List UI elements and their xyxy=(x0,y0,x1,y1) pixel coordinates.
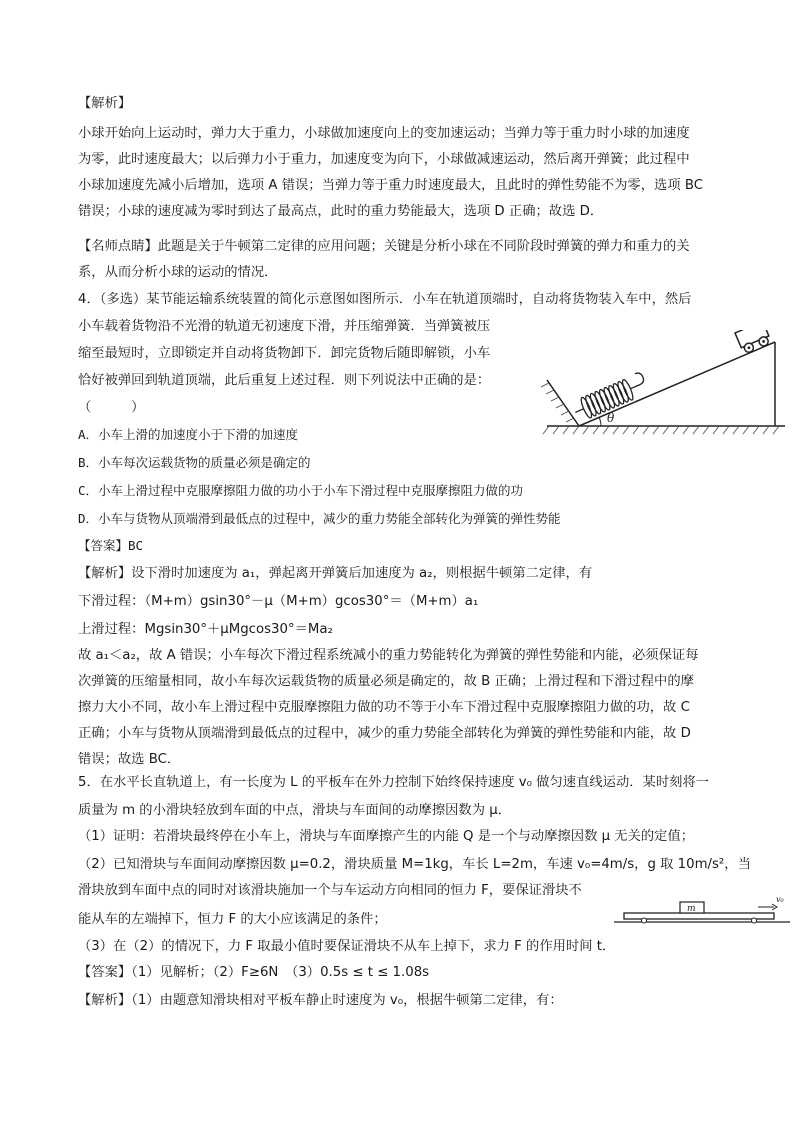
option-a: A．小车上滑的加速度小于下滑的加速度 xyxy=(78,427,299,442)
question-5-part-2: （2）已知滑块与车面间动摩擦因数 μ=0.2，滑块质量 M=1kg，车长 L=2m，车速 v₀=4m/s，g 取 10m/s²，当 xyxy=(78,857,751,872)
text-line: 滑块放到车面中点的同时对该滑块施加一个与车运动方向相同的恒力 F，要保证滑块不 xyxy=(78,883,582,898)
analysis-4: 【解析】设下滑时加速度为 a₁，弹起离开弹簧后加速度为 a₂，则根据牛顿第二定律，有 xyxy=(78,566,593,581)
text-line: 系，从而分析小球的运动的情况． xyxy=(78,265,278,280)
analysis-5: 【解析】（1）由题意知滑块相对平板车静止时速度为 v₀，根据牛顿第二定律，有： xyxy=(78,993,563,1008)
option-c: C．小车上滑过程中克服摩擦阻力做的功小于小车下滑过程中克服摩擦阻力做的功 xyxy=(78,483,524,498)
text-line: 错误；小球的速度减为零时到达了最高点，此时的重力势能最大，选项 D 正确；故选 D． xyxy=(78,204,604,219)
question-5-part-3: （3）在（2）的情况下，力 F 取最小值时要保证滑块不从车上掉下，求力 F 的作用时间 t． xyxy=(78,939,616,954)
analysis-heading: 【解析】 xyxy=(78,96,132,111)
question-5-stem: 5．在水平长直轨道上，有一长度为 L 的平板车在外力控制下始终保持速度 v₀ 做匀速直线运动．某时刻将一 xyxy=(78,775,710,790)
answer-4: 【答案】BC xyxy=(78,538,144,553)
cart-block-diagram xyxy=(612,892,792,932)
text-line: 正确；小车与货物从顶端滑到最低点的过程中，减少的重力势能全部转化为弹簧的弹性势能和内能，故 D xyxy=(78,726,691,741)
text-line: 恰好被弹回到轨道顶端，此后重复上述过程．则下列说法中正确的是： xyxy=(78,373,491,388)
question-4-stem: 4．（多选）某节能运输系统装置的简化示意图如图所示．小车在轨道顶端时，自动将货物装入车中，然后 xyxy=(78,292,692,307)
question-5-part-1: （1）证明：若滑块最终停在小车上，滑块与车面摩擦产生的内能 Q 是一个与动摩擦因数 μ 无关的定值； xyxy=(78,829,695,844)
text-line: 小球加速度先减小后增加，选项 A 错误；当弹力等于重力时速度最大，且此时的弹性势能不为零，选项 BC xyxy=(78,178,704,193)
text-line: 小球开始向上运动时，弹力大于重力，小球做加速度向上的变加速运动；当弹力等于重力时小球的加速度 xyxy=(78,126,690,141)
text-line: 次弹簧的压缩量相同，故小车每次运载货物的质量必须是确定的，故 B 正确；上滑过程和下滑过程中的摩 xyxy=(78,674,694,689)
text-line: 小车载着货物沿不光滑的轨道无初速度下滑，并压缩弹簧．当弹簧被压 xyxy=(78,319,491,334)
teacher-comment: 【名师点睛】此题是关于牛顿第二定律的应用问题；关键是分析小球在不同阶段时弹簧的弹力和重力的关 xyxy=(78,239,690,254)
incline-spring-diagram xyxy=(535,330,790,440)
text-line: 故 a₁＜a₂，故 A 错误；小车每次下滑过程系统减小的重力势能转化为弹簧的弹性势能和内能，必须保证每 xyxy=(78,648,699,663)
text-line: 错误；故选 BC． xyxy=(78,752,181,767)
block-label: m xyxy=(687,904,696,914)
angle-label: θ xyxy=(607,411,615,425)
answer-blank: （ ） xyxy=(78,400,145,415)
answer-5: 【答案】（1）见解析；（2）F≥6N （3）0.5s ≤ t ≤ 1.08s xyxy=(78,965,430,980)
equation-up: 上滑过程：Mgsin30°＋μMgcos30°＝Ma₂ xyxy=(78,622,333,637)
text-line: 擦力大小不同，故小车上滑过程中克服摩擦阻力做的功不等于小车下滑过程中克服摩擦阻力做的功，故 C xyxy=(78,700,690,715)
text-line: 为零，此时速度最大；以后弹力小于重力，加速度变为向下，小球做减速运动，然后离开弹簧；此过程中 xyxy=(78,152,690,167)
text-line: 质量为 m 的小滑块轻放到车面的中点，滑块与车面间的动摩擦因数为 μ． xyxy=(78,803,511,818)
equation-down: 下滑过程：（M+m）gsin30°－μ（M+m）gcos30°＝（M+m）a₁ xyxy=(78,594,479,609)
velocity-label: v₀ xyxy=(776,895,784,904)
text-line: 能从车的左端掉下，恒力 F 的大小应该满足的条件； xyxy=(78,912,387,927)
option-d: D．小车与货物从顶端滑到最低点的过程中，减少的重力势能全部转化为弹簧的弹性势能 xyxy=(78,511,561,526)
text-line: 缩至最短时，立即锁定并自动将货物卸下．卸完货物后随即解锁，小车 xyxy=(78,346,491,361)
option-b: B．小车每次运载货物的质量必须是确定的 xyxy=(78,455,311,470)
